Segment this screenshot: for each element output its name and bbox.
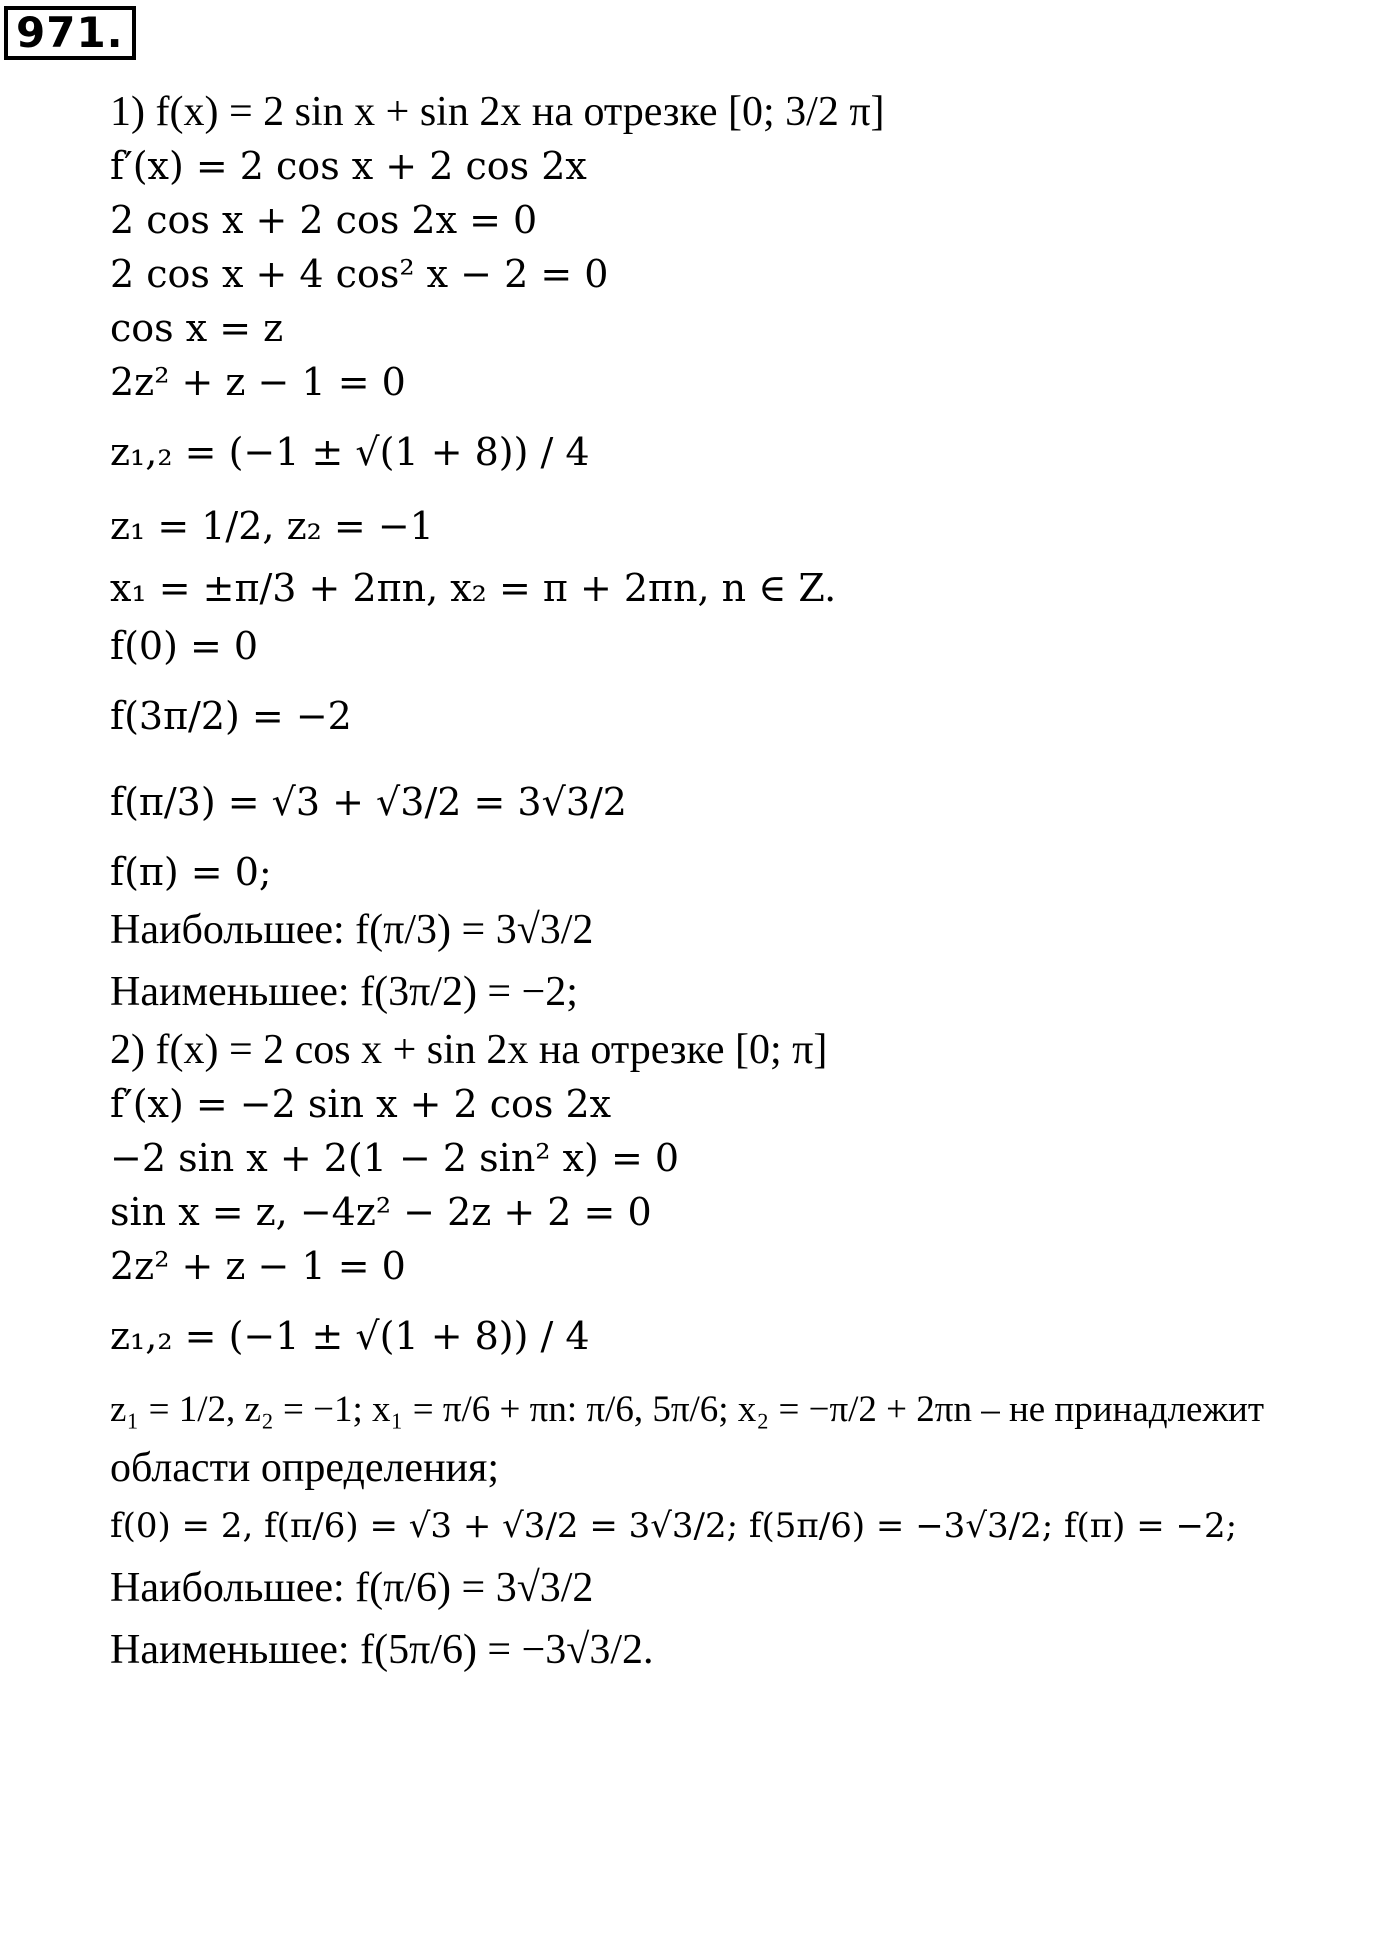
roots-and-solutions-line: z₁ = 1/2, z₂ = −1; x₁ = π/6 + πn: π/6, 5π/6; x₂ = −π/2 + 2πn – не принадлежит	[110, 1389, 1264, 1430]
equation-line: −2 sin x + 2(1 − 2 sin² x) = 0	[110, 1136, 680, 1180]
roots-line: z₁ = 1/2, z₂ = −1	[110, 504, 434, 548]
value-line: f(3π/2) = −2	[110, 694, 352, 738]
equation-line: 2 cos x + 2 cos 2x = 0	[110, 198, 538, 242]
quadratic-line: 2z² + z − 1 = 0	[110, 1244, 406, 1288]
quadratic-line: 2z² + z − 1 = 0	[110, 360, 406, 404]
solutions-line: x₁ = ±π/3 + 2πn, x₂ = π + 2πn, n ∈ Z.	[110, 566, 837, 610]
substitution-line: cos x = z	[110, 306, 284, 350]
value-line: f(π) = 0;	[110, 850, 272, 894]
value-line: f(π/3) = √3 + √3/2 = 3√3/2	[110, 780, 627, 824]
problem-number: 971.	[4, 6, 136, 60]
max-answer-line: Наибольшее: f(π/3) = 3√3/2	[110, 907, 594, 953]
part2-statement: 2) f(x) = 2 cos x + sin 2x на отрезке [0; π]	[110, 1027, 828, 1073]
part1-statement: 1) f(x) = 2 sin x + sin 2x на отрезке [0; 3/2 π]	[110, 89, 885, 135]
min-answer-line: Наименьшее: f(3π/2) = −2;	[110, 969, 578, 1015]
roots-formula-line: z₁,₂ = (−1 ± √(1 + 8)) / 4	[110, 430, 590, 474]
equation-line: 2 cos x + 4 cos² x − 2 = 0	[110, 252, 609, 296]
roots-formula-line: z₁,₂ = (−1 ± √(1 + 8)) / 4	[110, 1314, 590, 1358]
derivative-line: f′(x) = 2 cos x + 2 cos 2x	[110, 144, 587, 188]
solution-body	[110, 85, 1390, 1681]
derivative-line: f′(x) = −2 sin x + 2 cos 2x	[110, 1082, 612, 1126]
max-answer-line: Наибольшее: f(π/6) = 3√3/2	[110, 1565, 594, 1611]
value-line: f(0) = 0	[110, 624, 259, 668]
values-line: f(0) = 2, f(π/6) = √3 + √3/2 = 3√3/2; f(5π/6) = −3√3/2; f(π) = −2;	[110, 1506, 1238, 1546]
min-answer-line: Наименьшее: f(5π/6) = −3√3/2.	[110, 1627, 654, 1673]
substitution-line: sin x = z, −4z² − 2z + 2 = 0	[110, 1190, 652, 1234]
domain-note-line: области определения;	[110, 1445, 500, 1491]
